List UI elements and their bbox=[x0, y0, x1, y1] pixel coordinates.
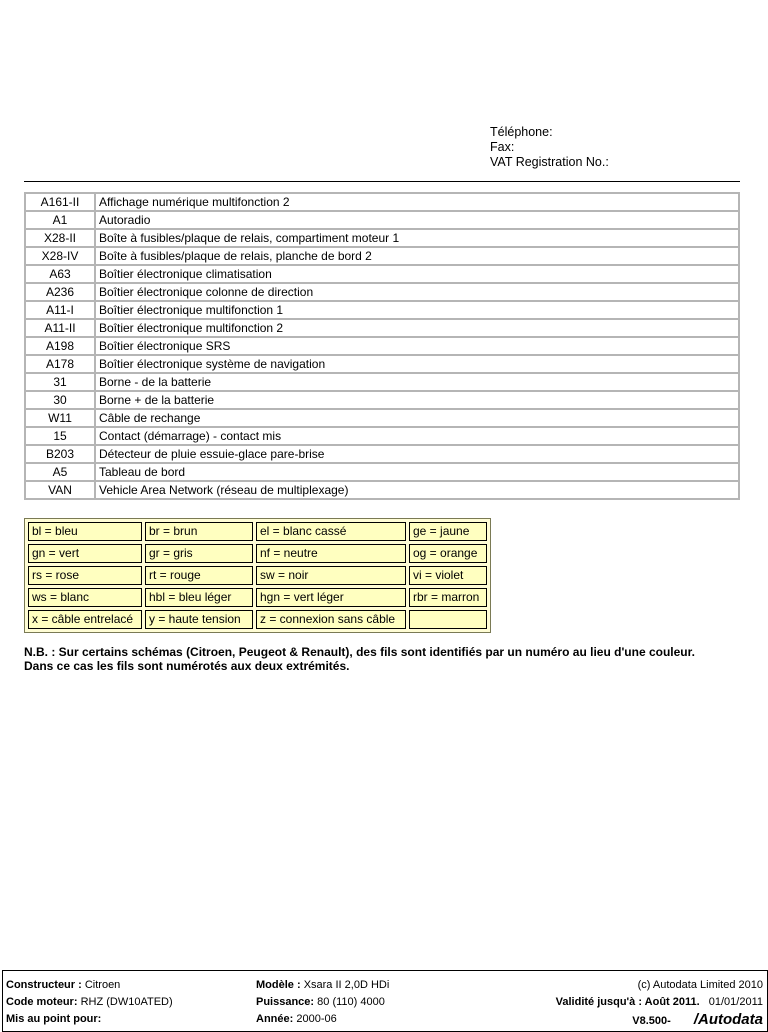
component-code: A178 bbox=[25, 355, 95, 373]
component-code: A1 bbox=[25, 211, 95, 229]
contact-block bbox=[490, 125, 609, 170]
component-row bbox=[25, 445, 739, 463]
color-code-cell: bl = bleu bbox=[28, 522, 142, 541]
component-code: W11 bbox=[25, 409, 95, 427]
code-moteur-value: RHZ (DW10ATED) bbox=[80, 996, 173, 1008]
component-row bbox=[25, 373, 739, 391]
color-code-cell bbox=[409, 610, 487, 629]
component-description: Boîtier électronique multifonction 2 bbox=[95, 319, 739, 337]
copyright-text: (c) Autodata Limited 2010 bbox=[637, 979, 763, 991]
color-code-cell: ge = jaune bbox=[409, 522, 487, 541]
puissance-value: 80 (110) 4000 bbox=[317, 996, 385, 1008]
wire-number-note bbox=[24, 645, 695, 673]
component-description: Boîtier électronique colonne de direction bbox=[95, 283, 739, 301]
color-code-cell: z = connexion sans câble bbox=[256, 610, 406, 629]
color-code-cell: ws = blanc bbox=[28, 588, 142, 607]
legend-row bbox=[28, 588, 487, 607]
color-code-cell: el = blanc cassé bbox=[256, 522, 406, 541]
component-row bbox=[25, 427, 739, 445]
legend-row bbox=[28, 610, 487, 629]
component-description: Tableau de bord bbox=[95, 463, 739, 481]
puissance-row bbox=[256, 996, 385, 1008]
constructeur-row bbox=[6, 979, 120, 991]
color-code-cell: y = haute tension bbox=[145, 610, 253, 629]
color-code-cell: nf = neutre bbox=[256, 544, 406, 563]
mis-au-point-label: Mis au point pour: bbox=[6, 1013, 102, 1025]
component-row bbox=[25, 247, 739, 265]
legend-row bbox=[28, 544, 487, 563]
component-row bbox=[25, 283, 739, 301]
document-footer bbox=[2, 970, 768, 1032]
component-description: Boîte à fusibles/plaque de relais, planche de bord 2 bbox=[95, 247, 739, 265]
annee-row bbox=[256, 1013, 337, 1025]
component-description: Contact (démarrage) - contact mis bbox=[95, 427, 739, 445]
component-table bbox=[24, 192, 740, 500]
modele-value: Xsara II 2,0D HDi bbox=[303, 979, 390, 991]
annee-value: 2000-06 bbox=[296, 1013, 337, 1025]
mis-au-point-row bbox=[6, 1013, 101, 1025]
component-code: A11-II bbox=[25, 319, 95, 337]
component-row bbox=[25, 265, 739, 283]
constructeur-value: Citroen bbox=[84, 979, 121, 991]
color-code-cell: gr = gris bbox=[145, 544, 253, 563]
component-description: Boîtier électronique multifonction 1 bbox=[95, 301, 739, 319]
component-row bbox=[25, 193, 739, 211]
component-code: B203 bbox=[25, 445, 95, 463]
component-code: A161-II bbox=[25, 193, 95, 211]
component-code: A236 bbox=[25, 283, 95, 301]
code-moteur-label: Code moteur: bbox=[6, 996, 78, 1008]
color-code-cell: x = câble entrelacé bbox=[28, 610, 142, 629]
component-code: 30 bbox=[25, 391, 95, 409]
validite-date: 01/01/2011 bbox=[708, 996, 763, 1008]
component-description: Borne + de la batterie bbox=[95, 391, 739, 409]
component-description: Boîtier électronique climatisation bbox=[95, 265, 739, 283]
component-row bbox=[25, 229, 739, 247]
component-row bbox=[25, 337, 739, 355]
component-description: Autoradio bbox=[95, 211, 739, 229]
color-code-cell: og = orange bbox=[409, 544, 487, 563]
component-code: A198 bbox=[25, 337, 95, 355]
validite-label: Validité jusqu'à : Août 2011. bbox=[555, 996, 700, 1008]
component-code: 31 bbox=[25, 373, 95, 391]
component-description: Vehicle Area Network (réseau de multiplexage) bbox=[95, 481, 739, 499]
component-row bbox=[25, 409, 739, 427]
component-row bbox=[25, 211, 739, 229]
component-row bbox=[25, 391, 739, 409]
version-text: V8.500- bbox=[632, 1015, 671, 1027]
color-code-cell: rbr = marron bbox=[409, 588, 487, 607]
autodata-logo: /Autodata bbox=[693, 1011, 763, 1028]
version-row bbox=[632, 1011, 763, 1028]
component-description: Boîte à fusibles/plaque de relais, compartiment moteur 1 bbox=[95, 229, 739, 247]
code-moteur-row bbox=[6, 996, 173, 1008]
color-code-cell: sw = noir bbox=[256, 566, 406, 585]
modele-label: Modèle : bbox=[256, 979, 301, 991]
component-code: A11-I bbox=[25, 301, 95, 319]
component-row bbox=[25, 355, 739, 373]
component-row bbox=[25, 481, 739, 499]
annee-label: Année: bbox=[256, 1013, 294, 1025]
color-code-cell: vi = violet bbox=[409, 566, 487, 585]
component-code: X28-IV bbox=[25, 247, 95, 265]
component-code: 15 bbox=[25, 427, 95, 445]
component-description: Boîtier électronique SRS bbox=[95, 337, 739, 355]
color-code-cell: gn = vert bbox=[28, 544, 142, 563]
component-description: Câble de rechange bbox=[95, 409, 739, 427]
component-description: Borne - de la batterie bbox=[95, 373, 739, 391]
color-code-cell: br = brun bbox=[145, 522, 253, 541]
telephone-label: Téléphone: bbox=[490, 125, 553, 139]
component-description: Boîtier électronique système de navigation bbox=[95, 355, 739, 373]
fax-label: Fax: bbox=[490, 140, 515, 154]
component-row bbox=[25, 463, 739, 481]
component-code: A63 bbox=[25, 265, 95, 283]
color-code-cell: hgn = vert léger bbox=[256, 588, 406, 607]
component-code: X28-II bbox=[25, 229, 95, 247]
constructeur-label: Constructeur : bbox=[6, 979, 82, 991]
validite-row bbox=[556, 996, 763, 1008]
component-description: Affichage numérique multifonction 2 bbox=[95, 193, 739, 211]
note-line-1: N.B. : Sur certains schémas (Citroen, Peugeot & Renault), des fils sont identifiés par un numéro au lieu d'une couleur. bbox=[24, 645, 695, 659]
component-row bbox=[25, 301, 739, 319]
component-row bbox=[25, 319, 739, 337]
modele-row bbox=[256, 979, 389, 991]
vat-label: VAT Registration No.: bbox=[490, 155, 609, 169]
component-code: VAN bbox=[25, 481, 95, 499]
puissance-label: Puissance: bbox=[256, 996, 315, 1008]
header-divider bbox=[24, 181, 740, 182]
component-description: Détecteur de pluie essuie-glace pare-brise bbox=[95, 445, 739, 463]
component-code: A5 bbox=[25, 463, 95, 481]
color-code-cell: rs = rose bbox=[28, 566, 142, 585]
wire-color-legend bbox=[24, 518, 491, 633]
color-code-cell: rt = rouge bbox=[145, 566, 253, 585]
note-line-2: Dans ce cas les fils sont numérotés aux deux extrémités. bbox=[24, 659, 350, 673]
legend-row bbox=[28, 566, 487, 585]
legend-row bbox=[28, 522, 487, 541]
color-code-cell: hbl = bleu léger bbox=[145, 588, 253, 607]
